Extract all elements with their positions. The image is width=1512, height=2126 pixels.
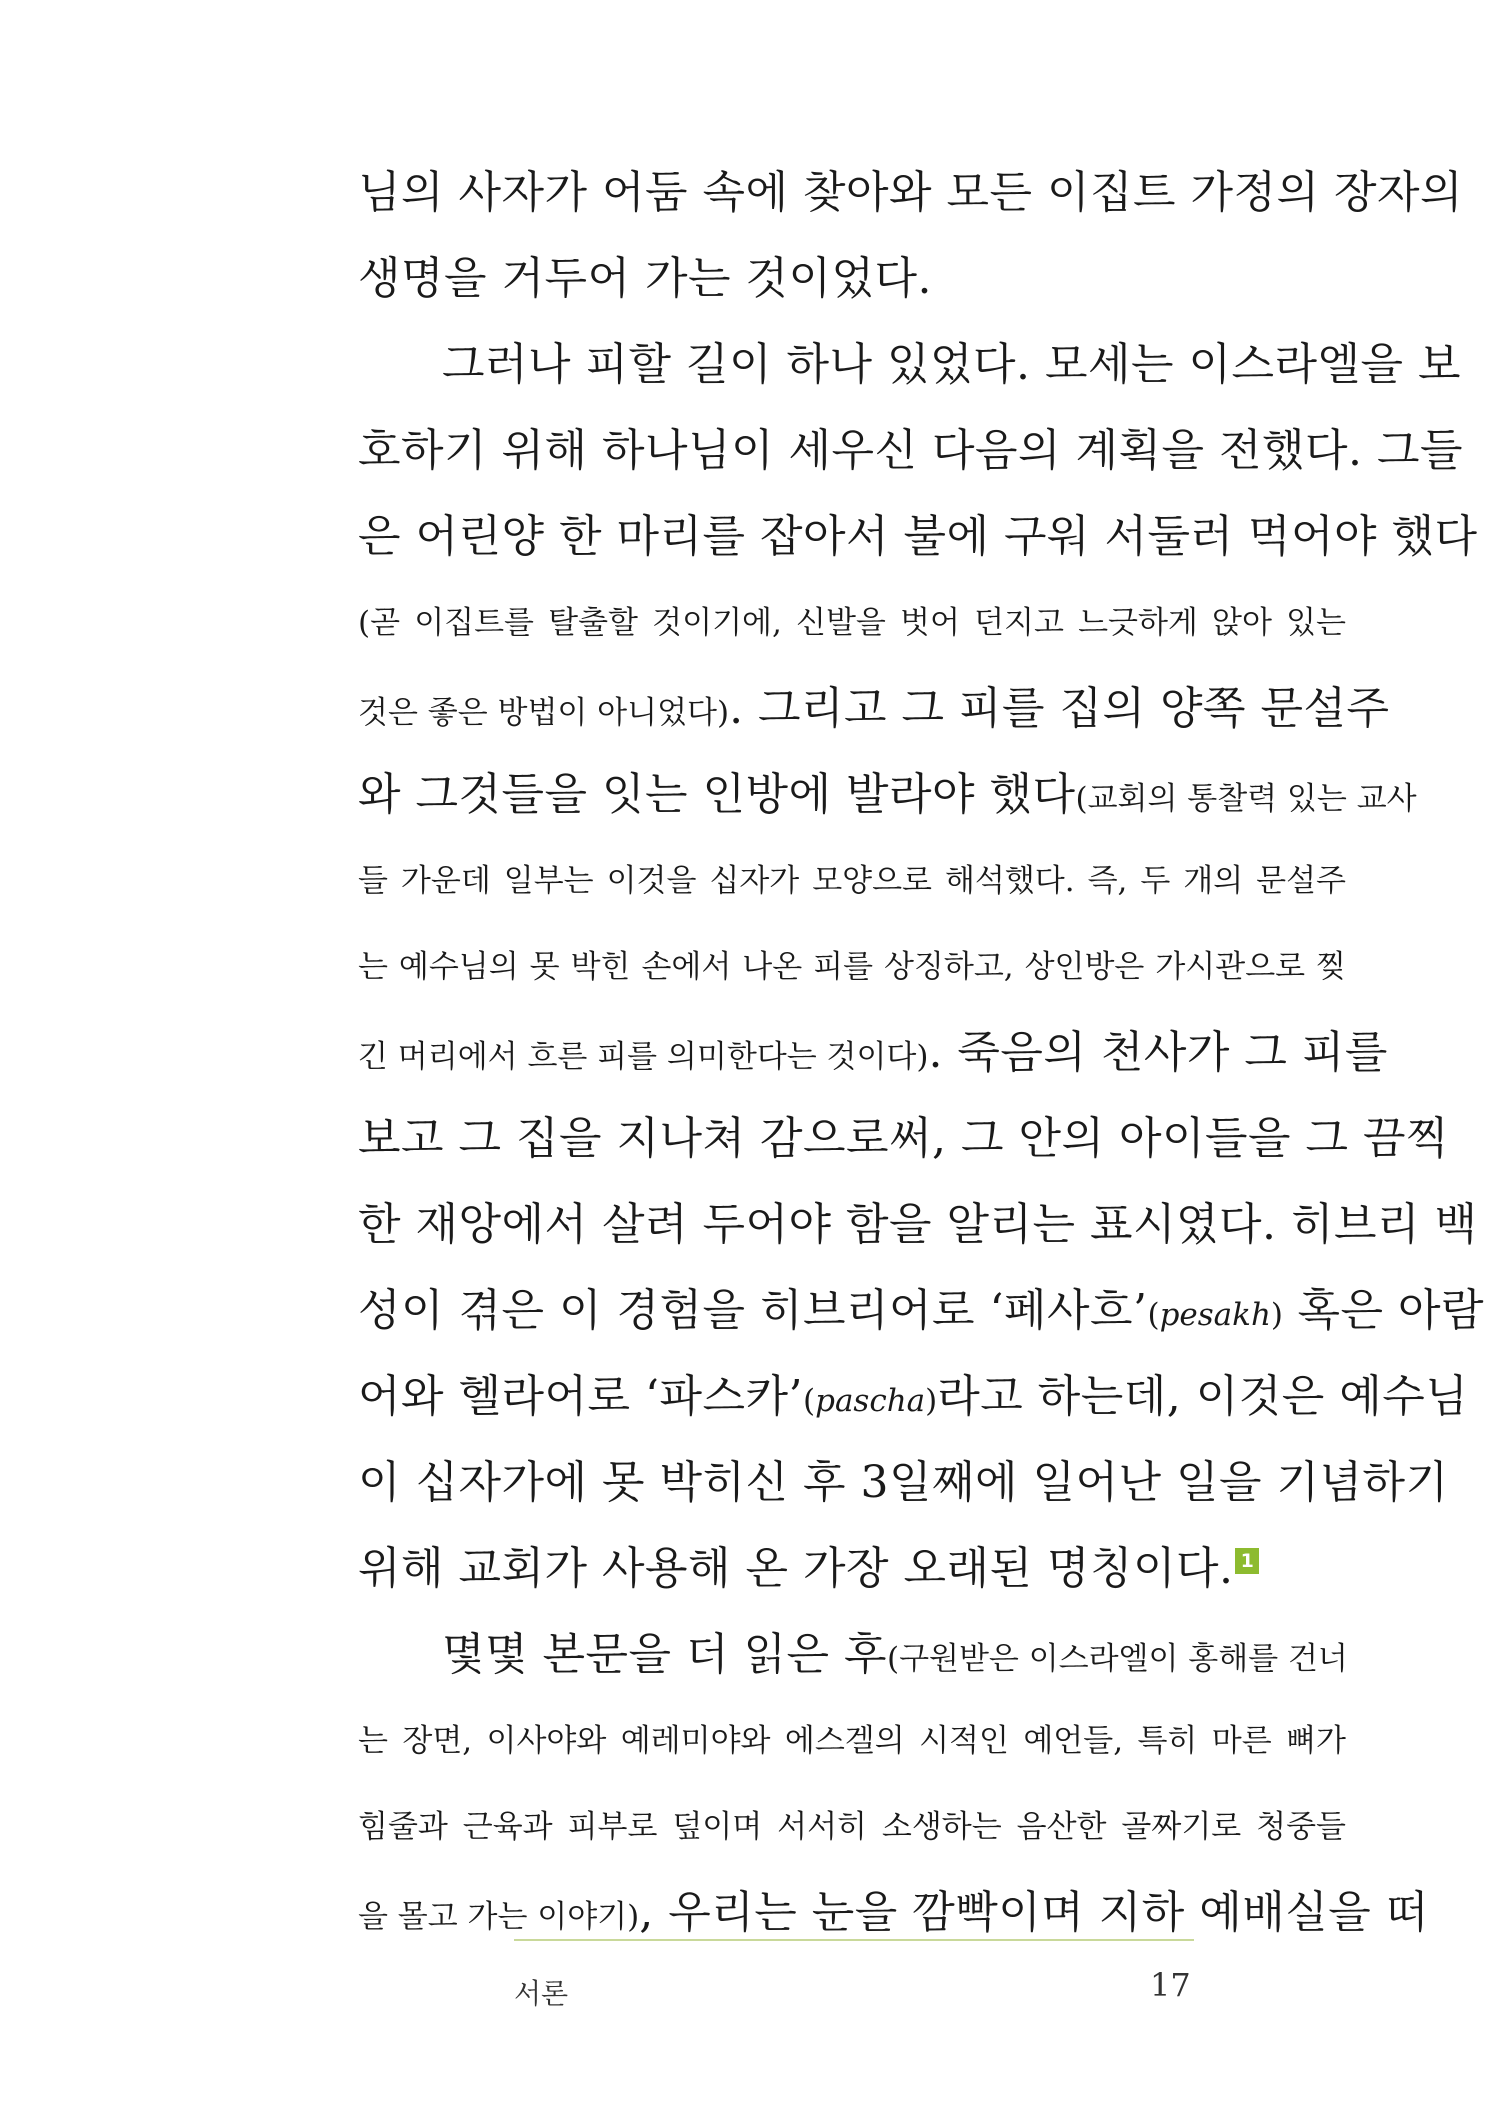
text-line: 어와 헬라어로 ‘파스카’(pascha)라고 하는데, 이것은 예수님: [358, 1371, 1469, 1422]
transliteration-pascha: pascha: [815, 1383, 926, 1419]
text-line: 은 어린양 한 마리를 잡아서 불에 구워 서둘러 먹어야 했다: [358, 511, 1478, 562]
text-line: 생명을 거두어 가는 것이었다.: [358, 253, 932, 304]
parenthetical-line: 힘줄과 근육과 피부로 덮이며 서서히 소생하는 음산한 골짜기로 청중들: [358, 1809, 1346, 1845]
paragraph-start-line: 몇몇 본문을 더 읽은 후(구원받은 이스라엘이 홍해를 건너: [442, 1629, 1348, 1680]
transliteration-pesakh: pesakh: [1159, 1297, 1271, 1333]
text-line: 것은 좋은 방법이 아니었다). 그리고 그 피를 집의 양쪽 문설주: [358, 683, 1390, 734]
footer-divider: [514, 1939, 1194, 1941]
endnote-marker[interactable]: 1: [1235, 1548, 1259, 1574]
text-line: 위해 교회가 사용해 온 가장 오래된 명칭이다. 1: [358, 1526, 1346, 1612]
text-line: 을 몰고 가는 이야기), 우리는 눈을 깜빡이며 지하 예배실을 떠: [358, 1887, 1429, 1938]
body-text: [358, 150, 1485, 1956]
parenthetical-line: 는 장면, 이사야와 예레미야와 에스겔의 시적인 예언들, 특히 마른 뼈가: [358, 1723, 1346, 1759]
text-line: 호하기 위해 하나님이 세우신 다음의 계획을 전했다. 그들: [358, 425, 1463, 476]
parenthetical-line: (곧 이집트를 탈출할 것이기에, 신발을 벗어 던지고 느긋하게 앉아 있는: [358, 605, 1346, 641]
text-line: 이 십자가에 못 박히신 후 3일째에 일어난 일을 기념하기: [358, 1457, 1449, 1508]
text-line: 님의 사자가 어둠 속에 찾아와 모든 이집트 가정의 장자의: [358, 167, 1463, 218]
page-number: 17: [1150, 1966, 1191, 2004]
parenthetical-line: 는 예수님의 못 박힌 손에서 나온 피를 상징하고, 상인방은 가시관으로 찢: [358, 949, 1346, 985]
text-line: 긴 머리에서 흐른 피를 의미한다는 것이다). 죽음의 천사가 그 피를: [358, 1027, 1388, 1078]
running-footer-section: 서론: [514, 1977, 569, 2010]
paragraph-start-line: 그러나 피할 길이 하나 있었다. 모세는 이스라엘을 보: [442, 339, 1461, 390]
text-line: 와 그것들을 잇는 인방에 발라야 했다(교회의 통찰력 있는 교사: [358, 769, 1417, 820]
text-line: 한 재앙에서 살려 두어야 함을 알리는 표시였다. 히브리 백: [358, 1199, 1478, 1250]
text-line: 성이 겪은 이 경험을 히브리어로 ‘페사흐’(pesakh) 혹은 아람: [358, 1285, 1485, 1336]
text-line: 보고 그 집을 지나쳐 감으로써, 그 안의 아이들을 그 끔찍: [358, 1113, 1449, 1164]
parenthetical-line: 들 가운데 일부는 이것을 십자가 모양으로 해석했다. 즉, 두 개의 문설주: [358, 863, 1346, 899]
